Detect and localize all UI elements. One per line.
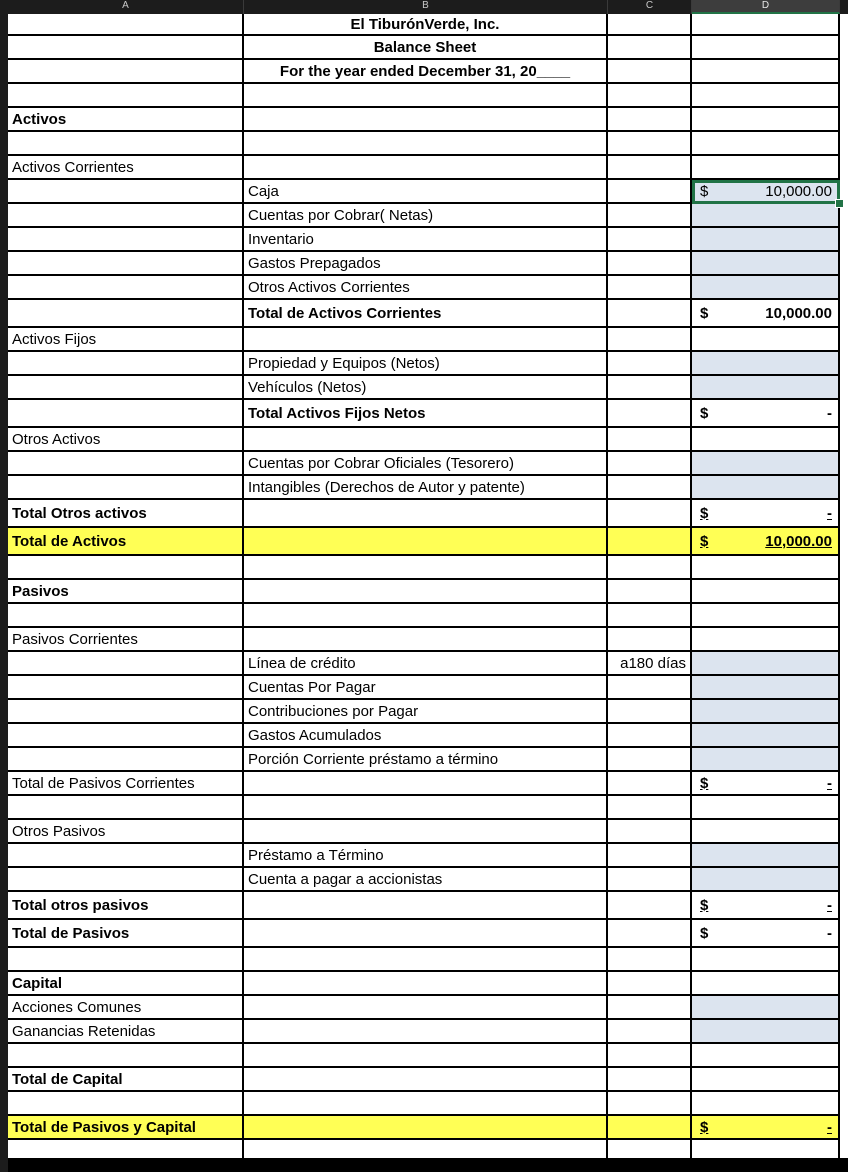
cell-c[interactable] (608, 36, 692, 60)
cell-d[interactable] (692, 156, 840, 180)
cell-d[interactable] (692, 228, 840, 252)
cell-b[interactable]: Cuentas por Cobrar Oficiales (Tesorero) (244, 452, 608, 476)
cell-a[interactable] (8, 400, 244, 428)
cell-c[interactable] (608, 796, 692, 820)
cell-c[interactable] (608, 700, 692, 724)
cell-d[interactable] (692, 1068, 840, 1092)
amount: 10,000.00 (765, 304, 832, 322)
cell-c[interactable] (608, 1092, 692, 1116)
cell-a[interactable] (8, 796, 244, 820)
cell-a[interactable] (8, 476, 244, 500)
cell-a[interactable]: Total de Pasivos Corrientes (8, 772, 244, 796)
cell-a[interactable] (8, 1140, 244, 1162)
cell-d[interactable] (692, 604, 840, 628)
cell-a[interactable]: Activos Corrientes (8, 156, 244, 180)
cell-a[interactable]: Acciones Comunes (8, 996, 244, 1020)
cell-d[interactable] (692, 844, 840, 868)
cell-c[interactable] (608, 132, 692, 156)
cell-d[interactable] (692, 948, 840, 972)
cell-d[interactable] (692, 972, 840, 996)
cell-d[interactable] (692, 452, 840, 476)
cell-b[interactable] (244, 920, 608, 948)
cell-a[interactable]: Otros Activos (8, 428, 244, 452)
cell-a[interactable] (8, 748, 244, 772)
cell-b[interactable] (244, 996, 608, 1020)
spreadsheet-grid (8, 14, 848, 1158)
cell-b[interactable] (244, 820, 608, 844)
cell-c[interactable] (608, 204, 692, 228)
currency-symbol: $ (700, 404, 709, 422)
column-header-d[interactable]: D (692, 0, 840, 14)
cell-a[interactable] (8, 60, 244, 84)
cell-d[interactable] (692, 556, 840, 580)
cell-a[interactable] (8, 204, 244, 228)
amount: - (827, 924, 832, 942)
cell-d[interactable] (692, 868, 840, 892)
cell-d[interactable] (692, 300, 840, 328)
cell-b[interactable]: Vehículos (Netos) (244, 376, 608, 400)
cell-b[interactable]: Total Activos Fijos Netos (244, 400, 608, 428)
cell-a[interactable] (8, 844, 244, 868)
cell-b[interactable] (244, 528, 608, 556)
cell-a[interactable] (8, 676, 244, 700)
cell-c[interactable] (608, 180, 692, 204)
cell-d[interactable] (692, 352, 840, 376)
cell-d[interactable] (692, 1092, 840, 1116)
cell-d[interactable] (692, 500, 840, 528)
cell-c[interactable]: a180 días (608, 652, 692, 676)
cell-a[interactable]: Total de Pasivos (8, 920, 244, 948)
currency-value (692, 1119, 838, 1136)
cell-d[interactable] (692, 84, 840, 108)
cell-b[interactable]: Total de Activos Corrientes (244, 300, 608, 328)
cell-b[interactable] (244, 772, 608, 796)
cell-c[interactable] (608, 972, 692, 996)
cell-d[interactable] (692, 14, 840, 36)
amount: - (827, 774, 832, 792)
cell-d[interactable] (692, 276, 840, 300)
cell-c[interactable] (608, 844, 692, 868)
cell-c[interactable] (608, 500, 692, 528)
cell-c[interactable] (608, 1068, 692, 1092)
cell-c[interactable] (608, 108, 692, 132)
cell-b[interactable] (244, 1116, 608, 1140)
cell-b[interactable] (244, 1020, 608, 1044)
currency-value (692, 305, 838, 322)
cell-b[interactable]: Contribuciones por Pagar (244, 700, 608, 724)
cell-a[interactable] (8, 14, 244, 36)
cell-c[interactable] (608, 820, 692, 844)
cell-c[interactable] (608, 376, 692, 400)
cell-c[interactable] (608, 948, 692, 972)
cell-a[interactable]: Activos Fijos (8, 328, 244, 352)
cell-a[interactable]: Total de Pasivos y Capital (8, 1116, 244, 1140)
cell-b[interactable] (244, 428, 608, 452)
amount: 10,000.00 (765, 182, 832, 200)
cell-a[interactable] (8, 132, 244, 156)
cell-c[interactable] (608, 604, 692, 628)
column-header-a[interactable]: A (8, 0, 244, 14)
amount: 10,000.00 (765, 532, 832, 550)
cell-d[interactable] (692, 892, 840, 920)
cell-d[interactable] (692, 820, 840, 844)
cell-b[interactable] (244, 108, 608, 132)
cell-a[interactable] (8, 300, 244, 328)
cell-d[interactable] (692, 652, 840, 676)
cell-b[interactable] (244, 892, 608, 920)
cell-a[interactable]: Total de Activos (8, 528, 244, 556)
cell-a[interactable] (8, 376, 244, 400)
cell-b[interactable] (244, 84, 608, 108)
cell-a[interactable] (8, 868, 244, 892)
cell-c[interactable] (608, 1140, 692, 1162)
cell-a[interactable] (8, 84, 244, 108)
cell-b[interactable]: Inventario (244, 228, 608, 252)
currency-value (692, 925, 838, 942)
column-header-b[interactable]: B (244, 0, 608, 14)
cell-a[interactable]: Total otros pasivos (8, 892, 244, 920)
amount: - (827, 504, 832, 522)
cell-a[interactable]: Total de Capital (8, 1068, 244, 1092)
cell-d[interactable] (692, 376, 840, 400)
row-header-strip[interactable] (0, 14, 8, 1172)
cell-b[interactable]: Propiedad y Equipos (Netos) (244, 352, 608, 376)
cell-c[interactable] (608, 996, 692, 1020)
cell-b[interactable] (244, 1092, 608, 1116)
cell-d[interactable] (692, 676, 840, 700)
cell-d[interactable] (692, 1116, 840, 1140)
cell-b[interactable]: Cuentas Por Pagar (244, 676, 608, 700)
currency-value (692, 775, 838, 792)
cell-d[interactable] (692, 132, 840, 156)
cell-b[interactable]: Otros Activos Corrientes (244, 276, 608, 300)
cell-b[interactable] (244, 1068, 608, 1092)
cell-b[interactable]: Préstamo a Término (244, 844, 608, 868)
cell-c[interactable] (608, 1116, 692, 1140)
cell-c[interactable] (608, 556, 692, 580)
cell-a[interactable]: Otros Pasivos (8, 820, 244, 844)
cell-b[interactable]: Línea de crédito (244, 652, 608, 676)
cell-a[interactable] (8, 180, 244, 204)
cell-a[interactable]: Pasivos Corrientes (8, 628, 244, 652)
currency-value (692, 405, 838, 422)
column-header-bar (0, 0, 848, 14)
cell-c[interactable] (608, 724, 692, 748)
cell-a[interactable]: Total Otros activos (8, 500, 244, 528)
cell-d[interactable] (692, 1044, 840, 1068)
cell-c[interactable] (608, 920, 692, 948)
cell-b[interactable] (244, 628, 608, 652)
currency-value (692, 505, 838, 522)
cell-d[interactable] (692, 700, 840, 724)
cell-d[interactable] (692, 476, 840, 500)
cell-d[interactable] (692, 428, 840, 452)
cell-c[interactable] (608, 452, 692, 476)
cell-d[interactable] (692, 180, 840, 204)
currency-symbol: $ (700, 504, 709, 522)
cell-d[interactable] (692, 36, 840, 60)
cell-a[interactable] (8, 700, 244, 724)
column-header-c[interactable]: C (608, 0, 692, 14)
fill-handle[interactable] (835, 199, 844, 208)
cell-d[interactable] (692, 628, 840, 652)
currency-symbol: $ (700, 532, 709, 550)
cell-c[interactable] (608, 868, 692, 892)
cell-d[interactable] (692, 748, 840, 772)
cell-d[interactable] (692, 60, 840, 84)
cell-b[interactable]: Porción Corriente préstamo a término (244, 748, 608, 772)
cell-c[interactable] (608, 748, 692, 772)
cell-b[interactable] (244, 796, 608, 820)
cell-c[interactable] (608, 60, 692, 84)
cell-a[interactable] (8, 352, 244, 376)
cell-a[interactable] (8, 36, 244, 60)
cell-b[interactable] (244, 972, 608, 996)
cell-d[interactable] (692, 580, 840, 604)
cell-a[interactable] (8, 948, 244, 972)
cell-c[interactable] (608, 1044, 692, 1068)
amount: - (827, 896, 832, 914)
cell-d[interactable] (692, 1020, 840, 1044)
cell-a[interactable] (8, 1044, 244, 1068)
cell-c[interactable] (608, 252, 692, 276)
currency-symbol: $ (700, 924, 709, 942)
cell-b[interactable] (244, 1140, 608, 1162)
cell-b[interactable] (244, 556, 608, 580)
cell-c[interactable] (608, 156, 692, 180)
cell-c[interactable] (608, 276, 692, 300)
cell-c[interactable] (608, 528, 692, 556)
cell-a[interactable] (8, 1092, 244, 1116)
cell-d[interactable] (692, 996, 840, 1020)
cell-b[interactable]: Caja (244, 180, 608, 204)
currency-value (692, 533, 838, 550)
currency-symbol: $ (700, 896, 709, 914)
cell-a[interactable]: Pasivos (8, 580, 244, 604)
cell-b[interactable]: Gastos Acumulados (244, 724, 608, 748)
cell-a[interactable]: Ganancias Retenidas (8, 1020, 244, 1044)
cell-c[interactable] (608, 628, 692, 652)
cell-b[interactable] (244, 156, 608, 180)
cell-c[interactable] (608, 84, 692, 108)
cell-a[interactable] (8, 652, 244, 676)
cell-d[interactable] (692, 328, 840, 352)
currency-value (692, 183, 838, 200)
cell-c[interactable] (608, 352, 692, 376)
cell-b[interactable]: Gastos Prepagados (244, 252, 608, 276)
cell-b[interactable]: Cuenta a pagar a accionistas (244, 868, 608, 892)
currency-symbol: $ (700, 1118, 709, 1136)
cell-d[interactable] (692, 252, 840, 276)
cell-c[interactable] (608, 428, 692, 452)
cell-c[interactable] (608, 14, 692, 36)
cell-c[interactable] (608, 580, 692, 604)
cell-a[interactable] (8, 276, 244, 300)
company-name[interactable]: El TiburónVerde, Inc. (244, 14, 608, 36)
cell-c[interactable] (608, 1020, 692, 1044)
amount: - (827, 404, 832, 422)
cell-a[interactable] (8, 452, 244, 476)
cell-a[interactable]: Activos (8, 108, 244, 132)
cell-a[interactable] (8, 228, 244, 252)
cell-b[interactable]: Intangibles (Derechos de Autor y patente) (244, 476, 608, 500)
cell-b[interactable] (244, 604, 608, 628)
cell-d[interactable] (692, 400, 840, 428)
cell-b[interactable] (244, 1044, 608, 1068)
cell-d[interactable] (692, 796, 840, 820)
amount: - (827, 1118, 832, 1136)
cell-c[interactable] (608, 400, 692, 428)
currency-symbol: $ (700, 304, 709, 322)
cell-d[interactable] (692, 528, 840, 556)
cell-d[interactable] (692, 1140, 840, 1162)
cell-c[interactable] (608, 328, 692, 352)
cell-c[interactable] (608, 772, 692, 796)
cell-a[interactable] (8, 724, 244, 748)
cell-d[interactable] (692, 920, 840, 948)
cell-b[interactable]: Cuentas por Cobrar( Netas) (244, 204, 608, 228)
cell-a[interactable] (8, 252, 244, 276)
statement-period[interactable]: For the year ended December 31, 20____ (244, 60, 608, 84)
cell-c[interactable] (608, 676, 692, 700)
currency-symbol: $ (700, 774, 709, 792)
cell-b[interactable] (244, 580, 608, 604)
cell-c[interactable] (608, 300, 692, 328)
cell-b[interactable] (244, 500, 608, 528)
cell-a[interactable] (8, 604, 244, 628)
cell-d[interactable] (692, 724, 840, 748)
statement-title[interactable]: Balance Sheet (244, 36, 608, 60)
currency-value (692, 897, 838, 914)
cell-a[interactable]: Capital (8, 972, 244, 996)
cell-a[interactable] (8, 556, 244, 580)
cell-c[interactable] (608, 228, 692, 252)
cell-c[interactable] (608, 892, 692, 920)
cell-d[interactable] (692, 772, 840, 796)
cell-d[interactable] (692, 108, 840, 132)
cell-b[interactable] (244, 948, 608, 972)
cell-b[interactable] (244, 328, 608, 352)
currency-symbol: $ (700, 182, 709, 200)
cell-c[interactable] (608, 476, 692, 500)
cell-b[interactable] (244, 132, 608, 156)
cell-d[interactable] (692, 204, 840, 228)
